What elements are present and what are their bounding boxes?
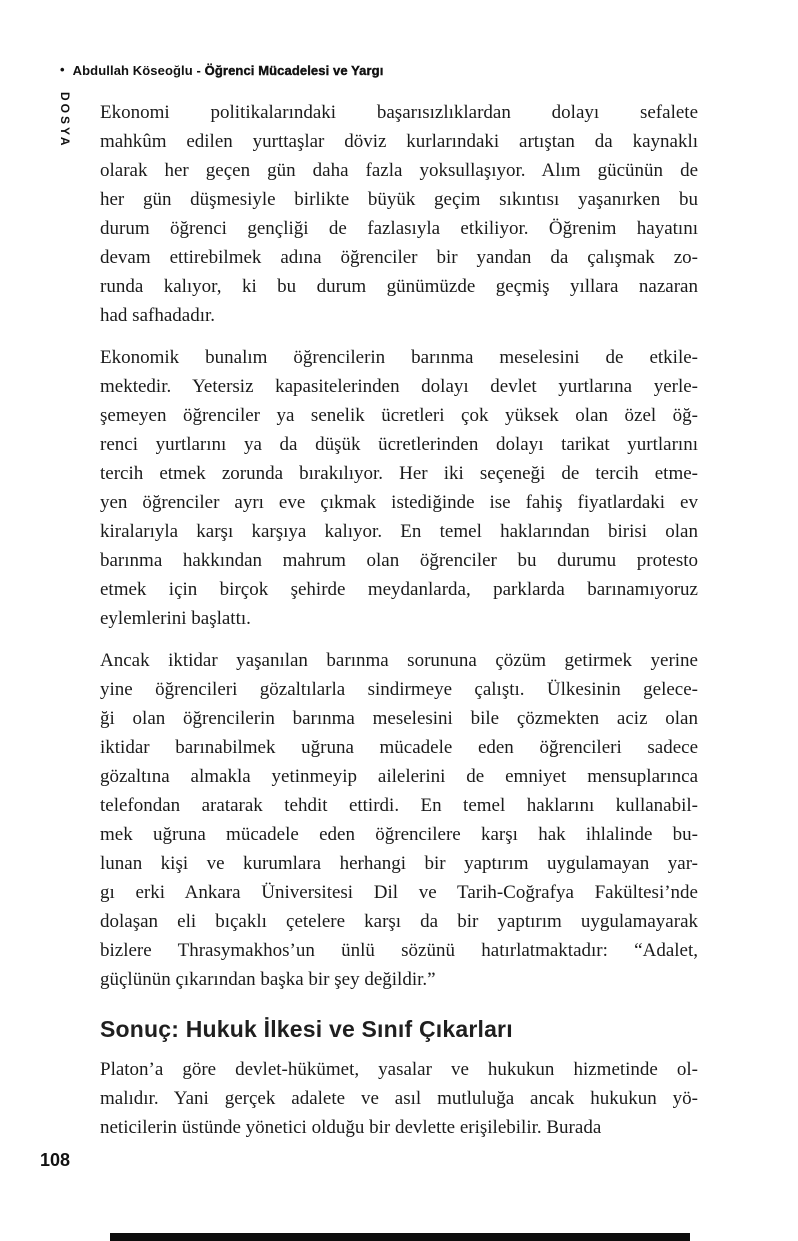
text-line: barınma hakkından mahrum olan öğrenciler bu durumu protesto <box>100 550 698 571</box>
paragraph <box>100 1055 698 1142</box>
text-line: mahkûm edilen yurttaşlar döviz kurlarındaki artıştan da kaynaklı <box>100 131 698 152</box>
text-line: her gün düşmesiyle birlikte büyük geçim sıkıntısı yaşanırken bu <box>100 189 698 210</box>
text-line: tercih etmek zorunda bırakılıyor. Her iki seçeneği de tercih etme- <box>100 463 698 484</box>
text-line: olarak her geçen gün daha fazla yoksullaşıyor. Alım gücünün de <box>100 160 698 181</box>
text-line: yine öğrencileri gözaltılarla sindirmeye çalıştı. Ülkesinin gelece- <box>100 679 698 700</box>
paragraph <box>100 646 698 994</box>
running-header-author: Abdullah Köseoğlu - <box>72 63 205 78</box>
text-line: Ekonomik bunalım öğrencilerin barınma meselesini de etkile- <box>100 347 698 368</box>
text-line: yen öğrenciler ayrı eve çıkmak istediğinde ise fahiş fiyatlardaki ev <box>100 492 698 513</box>
running-header <box>60 63 383 78</box>
bullet-icon: • <box>60 62 65 77</box>
text-line: kiralarıyla karşı karşıya kalıyor. En temel haklarından birisi olan <box>100 521 698 542</box>
text-line: mektedir. Yetersiz kapasitelerinden dolayı devlet yurtlarına yerle- <box>100 376 698 397</box>
text-line: Ekonomi politikalarındaki başarısızlıklardan dolayı sefalete <box>100 102 698 123</box>
text-line: Platon’a göre devlet-hükümet, yasalar ve hukukun hizmetinde ol- <box>100 1059 698 1080</box>
text-line: devam ettirebilmek adına öğrenciler bir yandan da çalışmak zo- <box>100 247 698 268</box>
text-line: dolaşan eli bıçaklı çetelere karşı da bir yaptırım uygulamayarak <box>100 911 698 932</box>
section-heading: Sonuç: Hukuk İlkesi ve Sınıf Çıkarları <box>100 1016 513 1042</box>
text-line: runda kalıyor, ki bu durum günümüzde geçmiş yıllara nazaran <box>100 276 698 297</box>
running-header-title: Öğrenci Mücadelesi ve Yargı <box>204 63 384 78</box>
text-line: ği olan öğrencilerin barınma meselesini bile çözmekten aciz olan <box>100 708 698 729</box>
text-line: gı erki Ankara Üniversitesi Dil ve Tarih-Coğrafya Fakültesi’nde <box>100 882 698 903</box>
text-line: lunan kişi ve kurumlara herhangi bir yaptırım uygulamayan yar- <box>100 853 698 874</box>
paragraph <box>100 98 698 330</box>
text-line: malıdır. Yani gerçek adalete ve asıl mutluluğa ancak hukukun yö- <box>100 1088 698 1109</box>
text-line: gözaltına almakla yetinmeyip ailelerini de emniyet mensuplarınca <box>100 766 698 787</box>
text-line: eylemlerini başlattı. <box>100 608 251 629</box>
text-line: şemeyen öğrenciler ya senelik ücretleri çok yüksek olan özel öğ- <box>100 405 698 426</box>
text-line: güçlünün çıkarından başka bir şey değildir.” <box>100 969 436 990</box>
next-page-edge <box>110 1233 690 1241</box>
text-line: durum öğrenci gençliği de fazlasıyla etkiliyor. Öğrenim hayatını <box>100 218 698 239</box>
text-line: Ancak iktidar yaşanılan barınma sorununa çözüm getirmek yerine <box>100 650 698 671</box>
body-text <box>100 98 698 1142</box>
section-sidebar-label: DOSYA <box>58 92 72 149</box>
text-line: telefondan aratarak tehdit ettirdi. En temel haklarını kullanabil- <box>100 795 698 816</box>
paragraph <box>100 343 698 633</box>
text-line: bizlere Thrasymakhos’un ünlü sözünü hatırlatmaktadır: “Adalet, <box>100 940 698 961</box>
text-line: neticilerin üstünde yönetici olduğu bir devlette erişilebilir. Burada <box>100 1117 602 1138</box>
text-line: etmek için birçok şehirde meydanlarda, parklarda barınamıyoruz <box>100 579 698 600</box>
text-line: iktidar barınabilmek uğruna mücadele eden öğrencileri sadece <box>100 737 698 758</box>
text-line: renci yurtlarını ya da düşük ücretlerinden dolayı tarikat yurtlarını <box>100 434 698 455</box>
page-number: 108 <box>40 1150 71 1170</box>
text-line: mek uğruna mücadele eden öğrencilere karşı hak ihlalinde bu- <box>100 824 698 845</box>
text-line: had safhadadır. <box>100 305 216 326</box>
